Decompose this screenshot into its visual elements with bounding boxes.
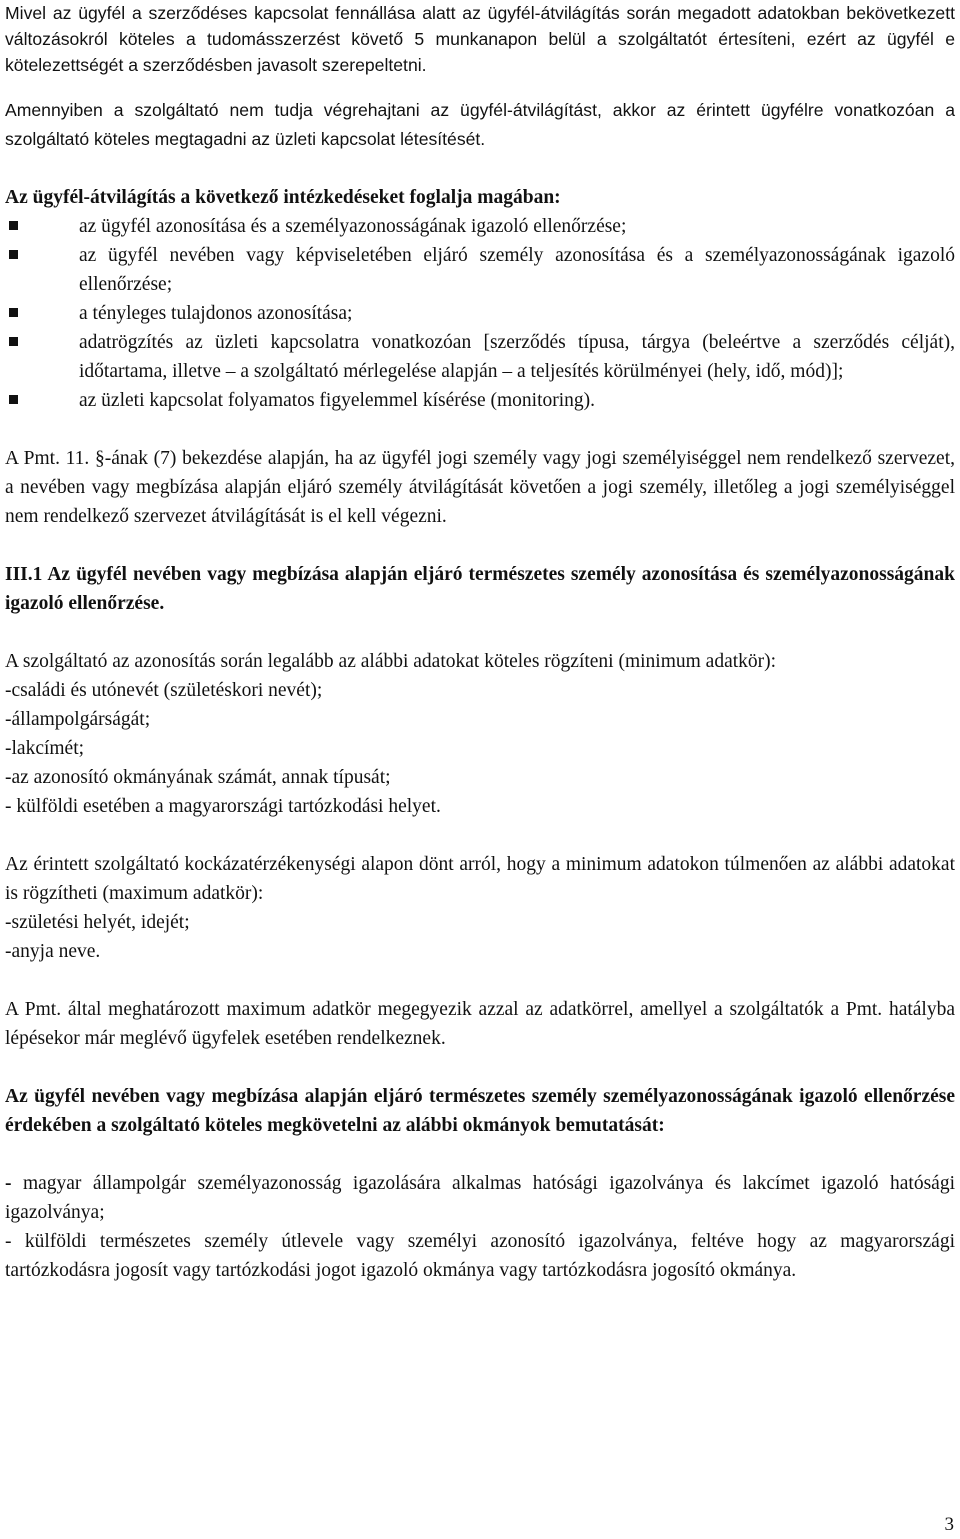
intro-paragraph-refusal: Amennyiben a szolgáltató nem tudja végrehajtani az ügyfél-átvilágítást, akkor az érintett ügyfélre vonatkozóan a szolgáltató köteles megtagadni az üzleti kapcsolat létesítését.: [5, 100, 955, 149]
list-item: -az azonosító okmányának számát, annak típusát;: [5, 767, 391, 788]
minimum-data-intro: A szolgáltató az azonosítás során legalább az alábbi adatokat köteles rögzíteni (minimum adatkör):: [5, 651, 777, 672]
documents-item-text: magyar állampolgár személyazonosság igazolására alkalmas hatósági igazolványa és lakcímet igazoló hatósági igazolványa;: [5, 1173, 955, 1223]
documents-item-hungarian: [5, 1169, 955, 1227]
measures-list: [5, 212, 955, 415]
list-item: az ügyfél azonosítása és a személyazonosságának igazoló ellenőrzése;: [5, 212, 955, 241]
maximum-data-note: A Pmt. által meghatározott maximum adatkör megegyezik azzal az adatkörrel, amellyel a szolgáltatók a Pmt. hatályba lépésekor már meglévő ügyfelek esetében rendelkeznek.: [5, 999, 955, 1049]
list-item: - külföldi esetében a magyarországi tartózkodási helyet.: [5, 796, 441, 817]
list-item: a tényleges tulajdonos azonosítása;: [5, 299, 955, 328]
maximum-data-intro: Az érintett szolgáltató kockázatérzékenységi alapon dönt arról, hogy a minimum adatokon túlmenően az alábbi adatokat is rögzítheti (maximum adatkör):: [5, 854, 955, 904]
list-item: -családi és utónevét (születéskori nevét);: [5, 680, 323, 701]
dash-mark: -: [5, 1173, 12, 1194]
list-item: -állampolgárságát;: [5, 709, 151, 730]
page-number: 3: [944, 1514, 954, 1535]
intro-paragraph-notification: Mivel az ügyfél a szerződéses kapcsolat fennállása alatt az ügyfél-átvilágítás során megadott adatokban bekövetkezett változásokról köteles a tudomásszerzést követő 5 munkanapon belül a szolgáltatót értesíteni, ezért az ügyfél e kötelezettségét a szerződésben javasolt szerepeltetni.: [5, 3, 955, 75]
section-heading: III.1 Az ügyfél nevében vagy megbízása alapján eljáró természetes személy azonosítása és személyazonosságának igazoló ellenőrzése.: [5, 564, 955, 614]
measures-heading: Az ügyfél-átvilágítás a következő intézkedéseket foglalja magában:: [5, 187, 561, 208]
list-item: -születési helyét, idejét;: [5, 912, 190, 933]
list-item: az üzleti kapcsolat folyamatos figyelemmel kísérése (monitoring).: [5, 386, 955, 415]
documents-item-foreign: - külföldi természetes személy útlevele vagy személyi azonosító igazolványa, feltéve hogy az magyarországi tartózkodásra jogosít vagy tartózkodási jogot igazoló okmánya vagy tartózkodásra jogosító okmánya.: [5, 1231, 955, 1281]
list-item: adatrögzítés az üzleti kapcsolatra vonatkozóan [szerződés típusa, tárgya (beleértve a szerződés célját), időtartama, illetve – a szolgáltató mérlegelése alapján – a teljesítés körülményei (hely, idő, mód)];: [5, 328, 955, 386]
list-item: -lakcímét;: [5, 738, 85, 759]
document-page: [5, 0, 955, 1285]
documents-heading: Az ügyfél nevében vagy megbízása alapján eljáró természetes személy személyazonosságának igazoló ellenőrzése érdekében a szolgáltató köteles megkövetelni az alábbi okmányok bemutatását:: [5, 1086, 955, 1136]
list-item: -anyja neve.: [5, 941, 101, 962]
list-item: az ügyfél nevében vagy képviseletében eljáró személy azonosítása és a személyazonosságának igazoló ellenőrzése;: [5, 241, 955, 299]
pmt-paragraph: A Pmt. 11. §-ának (7) bekezdése alapján, ha az ügyfél jogi személy vagy jogi személyiséggel nem rendelkező szervezet, a nevében vagy megbízása alapján eljáró személy átvilágítását követően a jogi személy, illetőleg a jogi személyiséggel nem rendelkező szervezet átvilágítását is el kell végezni.: [5, 448, 955, 527]
